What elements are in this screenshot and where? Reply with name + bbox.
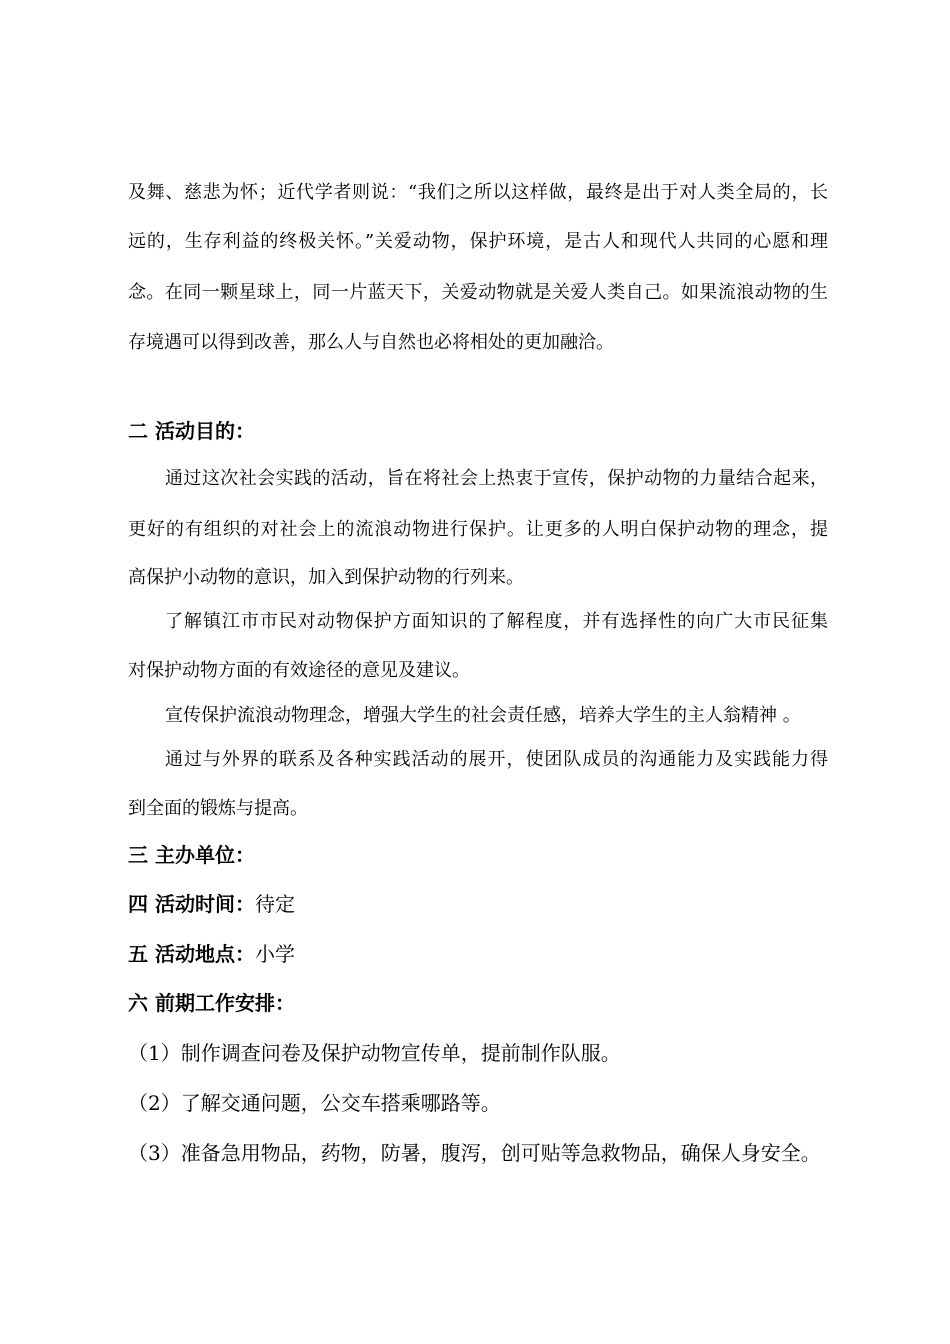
preparation-item-3: （3）准备急用物品，药物，防暑，腹泻，创可贴等急救物品，确保人身安全。 bbox=[128, 1141, 821, 1165]
section-heading-preparation: 六 前期工作安排： bbox=[128, 991, 295, 1015]
purpose-p2-line-2: 对保护动物方面的有效途径的意见及建议。 bbox=[128, 660, 470, 681]
location-label: 五 活动地点： bbox=[128, 942, 255, 966]
section-heading-time bbox=[128, 891, 295, 917]
section-heading-purpose: 二 活动目的： bbox=[128, 419, 255, 443]
purpose-p3-line-1: 宣传保护流浪动物理念，增强大学生的社会责任感，培养大学生的主人翁精神 。 bbox=[165, 705, 801, 726]
section-heading-location bbox=[128, 941, 295, 967]
time-label: 四 活动时间： bbox=[128, 892, 255, 916]
purpose-p1-line-3: 高保护小动物的意识，加入到保护动物的行列来。 bbox=[128, 567, 524, 588]
intro-line-2: 远的，生存利益的终极关怀。”关爱动物，保护环境，是古人和现代人共同的心愿和理 bbox=[128, 231, 828, 252]
purpose-p2-line-1: 了解镇江市市民对动物保护方面知识的了解程度，并有选择性的向广大市民征集 bbox=[165, 611, 828, 632]
preparation-item-1: （1）制作调查问卷及保护动物宣传单，提前制作队服。 bbox=[128, 1041, 621, 1065]
purpose-p4-line-2: 到全面的锻炼与提高。 bbox=[128, 798, 308, 819]
purpose-p4-line-1: 通过与外界的联系及各种实践活动的展开，使团队成员的沟通能力及实践能力得 bbox=[165, 749, 828, 770]
intro-line-3: 念。在同一颗星球上，同一片蓝天下，关爱动物就是关爱人类自己。如果流浪动物的生 bbox=[128, 282, 828, 303]
intro-line-4: 存境遇可以得到改善，那么人与自然也必将相处的更加融洽。 bbox=[128, 332, 614, 353]
preparation-item-2: （2）了解交通问题，公交车搭乘哪路等。 bbox=[128, 1091, 501, 1115]
section-heading-organizer: 三 主办单位： bbox=[128, 843, 255, 867]
intro-line-1: 及舞、慈悲为怀；近代学者则说：“我们之所以这样做，最终是出于对人类全局的，长 bbox=[128, 182, 828, 203]
time-value: 待定 bbox=[254, 892, 295, 916]
purpose-p1-line-2: 更好的有组织的对社会上的流浪动物进行保护。让更多的人明白保护动物的理念，提 bbox=[128, 519, 828, 540]
location-value: 小学 bbox=[254, 942, 295, 966]
purpose-p1-line-1: 通过这次社会实践的活动，旨在将社会上热衷于宣传，保护动物的力量结合起来， bbox=[165, 468, 828, 489]
